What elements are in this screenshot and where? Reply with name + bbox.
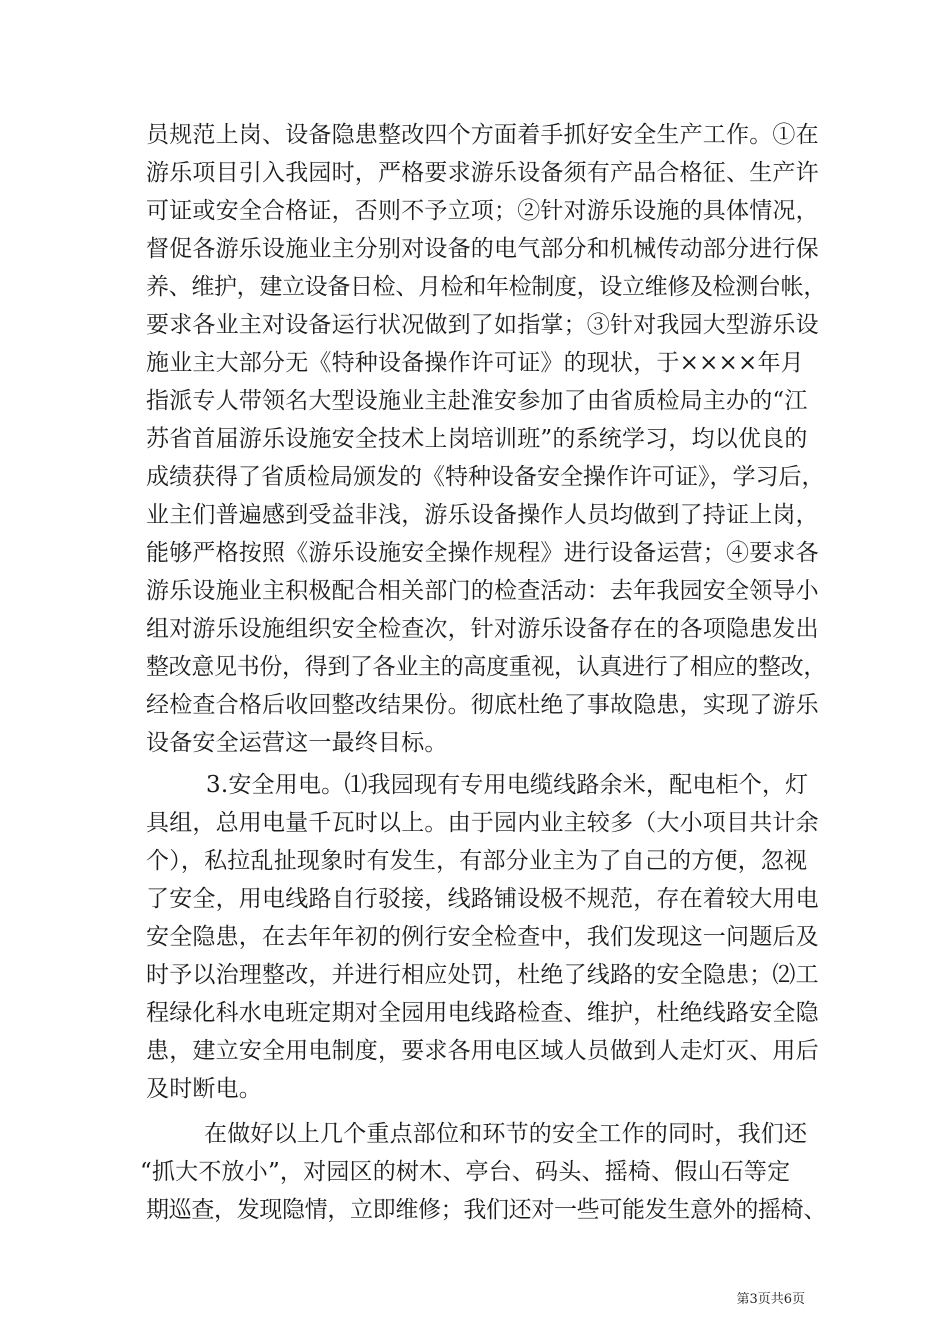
text-line: 能够严格按照《游乐设施安全操作规程》进行设备运营；④要求各 xyxy=(146,540,819,566)
text-line: 业主们普遍感到受益非浅，游乐设备操作人员均做到了持证上岗， xyxy=(146,502,819,528)
text-line: 了安全，用电线路自行驳接，线路铺设极不规范，存在着较大用电 xyxy=(146,886,819,912)
text-line: 游乐项目引入我园时，严格要求游乐设备须有产品合格征、生产许 xyxy=(146,160,819,186)
text-line: 经检查合格后收回整改结果份。彻底杜绝了事故隐患，实现了游乐 xyxy=(146,692,819,718)
text-line: 时予以治理整改，并进行相应处罚，杜绝了线路的安全隐患；⑵工 xyxy=(146,962,819,988)
text-line: 程绿化科水电班定期对全园用电线路检查、维护，杜绝线路安全隐 xyxy=(146,1000,819,1026)
paragraph-first-line: 在做好以上几个重点部位和环节的安全工作的同时，我们还 xyxy=(204,1121,808,1147)
text-line: 设备安全运营这一最终目标。 xyxy=(146,730,448,756)
text-line: 督促各游乐设施业主分别对设备的电气部分和机械传动部分进行保 xyxy=(146,236,819,262)
text-line: 个），私拉乱扯现象时有发生，有部分业主为了自己的方便，忽视 xyxy=(146,848,808,874)
text-line: “抓大不放小”，对园区的树木、亭台、码头、摇椅、假山石等定 xyxy=(140,1159,791,1185)
text-line: 具组，总用电量千瓦时以上。由于园内业主较多（大小项目共计余 xyxy=(146,810,819,836)
text-line: 养、维护，建立设备日检、月检和年检制度，设立维修及检测台帐， xyxy=(146,274,827,300)
section-heading-line: 3.安全用电。⑴我园现有专用电缆线路余米，配电柜个，灯 xyxy=(206,772,809,798)
text-line: 组对游乐设施组织安全检查次，针对游乐设备存在的各项隐患发出 xyxy=(146,616,819,642)
text-line: 指派专人带领名大型设施业主赴淮安参加了由省质检局主办的“江 xyxy=(146,388,808,414)
text-line: 整改意见书份，得到了各业主的高度重视，认真进行了相应的整改， xyxy=(146,654,827,680)
text-line: 可证或安全合格证，否则不予立项；②针对游乐设施的具体情况， xyxy=(146,198,819,224)
text-line: 期巡查，发现隐情，立即维修；我们还对一些可能发生意外的摇椅、 xyxy=(146,1197,827,1223)
text-line: 施业主大部分无《特种设备操作许可证》的现状，于××××年月 xyxy=(146,350,804,376)
page-number: 第3页共6页 xyxy=(736,1292,805,1307)
text-line: 员规范上岗、设备隐患整改四个方面着手抓好安全生产工作。①在 xyxy=(146,122,819,148)
text-line: 安全隐患，在去年年初的例行安全检查中，我们发现这一问题后及 xyxy=(146,924,819,950)
text-line: 苏省首届游乐设施安全技术上岗培训班”的系统学习，均以优良的 xyxy=(146,426,808,452)
text-line: 要求各业主对设备运行状况做到了如指掌；③针对我园大型游乐设 xyxy=(146,312,819,338)
text-line: 患，建立安全用电制度，要求各用电区域人员做到人走灯灭、用后 xyxy=(146,1038,819,1064)
text-line: 及时断电。 xyxy=(146,1076,262,1102)
text-line: 成绩获得了省质检局颁发的《特种设备安全操作许可证》，学习后， xyxy=(146,464,825,490)
text-line: 游乐设施业主积极配合相关部门的检查活动：去年我园安全领导小 xyxy=(146,578,819,604)
